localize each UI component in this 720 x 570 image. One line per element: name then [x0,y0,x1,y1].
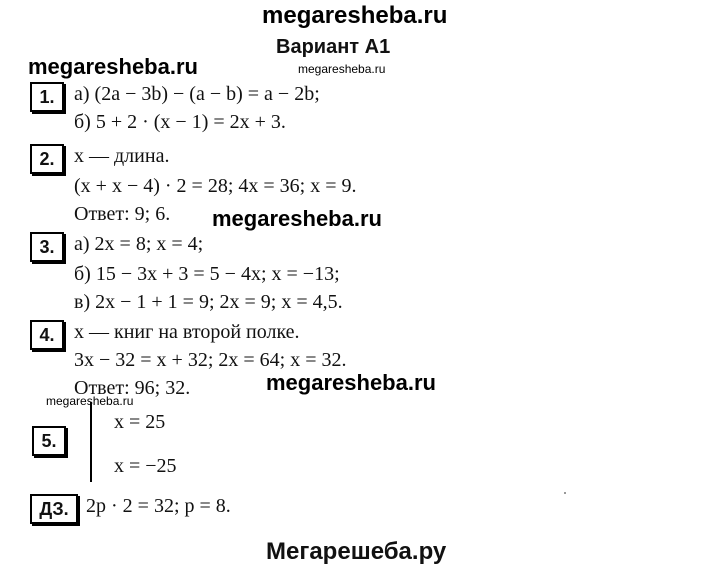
watermark-middle-2: megaresheba.ru [266,370,436,395]
task-4-line-2: 3x − 32 = x + 32; 2x = 64; x = 32. [74,349,347,371]
speck [564,492,566,494]
task-3-line-1: а) 2x = 8; x = 4; [74,233,204,255]
task-2-line-2: (x + x − 4) · 2 = 28; 4x = 36; x = 9. [74,175,357,197]
watermark-middle-1: megaresheba.ru [212,206,382,231]
watermark-top: megaresheba.ru [262,2,448,29]
watermark-left: megaresheba.ru [28,54,198,79]
task-2-line-3: Ответ: 9; 6. [74,203,171,225]
task-5-line-1: x = 25 [114,411,166,433]
task-1-number: 1. [30,82,64,112]
task-2-line-1: x — длина. [74,145,170,167]
variant-title: Вариант А1 [276,36,391,58]
task-3-line-3: в) 2x − 1 + 1 = 9; 2x = 9; x = 4,5. [74,291,343,313]
task-5-number: 5. [32,426,66,456]
footer-watermark: Мегарешеба.ру [266,538,447,565]
homework-label: ДЗ. [30,494,78,524]
task-3-number: 3. [30,232,64,262]
system-bracket [90,402,92,482]
task-5-line-2: x = −25 [114,455,177,477]
task-1-line-2: б) 5 + 2 · (x − 1) = 2x + 3. [74,111,286,133]
homework-line: 2p · 2 = 32; p = 8. [86,495,231,517]
task-4-line-3: Ответ: 96; 32. [74,377,191,399]
task-4-number: 4. [30,320,64,350]
watermark-small-left: megaresheba.ru [46,394,134,408]
task-1-line-1: а) (2a − 3b) − (a − b) = a − 2b; [74,83,320,105]
watermark-small-top: megaresheba.ru [298,62,386,76]
task-4-line-1: x — книг на второй полке. [74,321,300,343]
task-3-line-2: б) 15 − 3x + 3 = 5 − 4x; x = −13; [74,263,340,285]
task-2-number: 2. [30,144,64,174]
